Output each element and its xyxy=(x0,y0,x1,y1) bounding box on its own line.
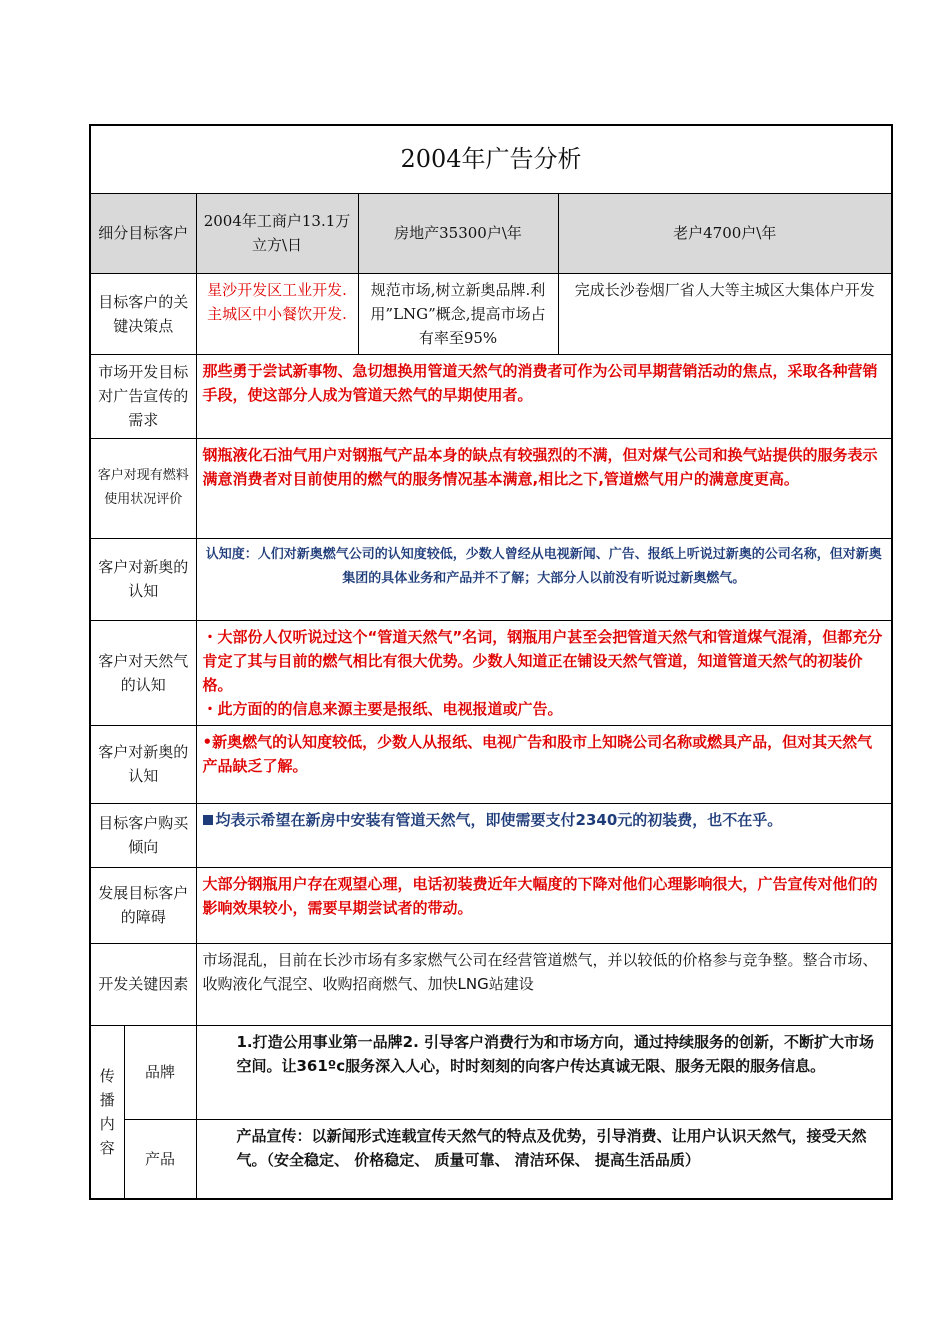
header-segment-realestate: 房地产35300户\年 xyxy=(358,193,558,273)
header-segment-existing: 老户4700户\年 xyxy=(558,193,892,273)
key-factor-text: 市场混乱，目前在长沙市场有多家燃气公司在经营管道燃气，并以较低的价格参与竞争整。整合市场、收购液化气混空、收购招商燃气、加快LNG站建设 xyxy=(196,943,892,1025)
product-text: 产品宣传：以新闻形式连载宣传天然气的特点及优势，引导消费、让用户认识天然气，接受天然气。（安全稳定、 价格稳定、 质量可靠、 清洁环保、 提高生活品质） xyxy=(196,1119,892,1199)
ad-analysis-table xyxy=(89,124,893,1200)
gas-aware-label: 客户对天然气的认知 xyxy=(90,620,196,725)
spread-label-text: 传播内容 xyxy=(99,1066,115,1157)
xinao-aware-label-2: 客户对新奥的认知 xyxy=(90,725,196,803)
document-title: 2004年广告分析 xyxy=(90,125,892,193)
header-segment-commercial: 2004年工商户13.1万立方\日 xyxy=(196,193,358,273)
decision-realestate: 规范市场,树立新奥品牌.利用”LNG”概念,提高市场占有率至95% xyxy=(358,273,558,354)
spread-label xyxy=(90,1025,124,1199)
square-bullet-icon xyxy=(203,815,213,825)
purchase-text: 均表示希望在新房中安装有管道天然气，即使需要支付2340元的初装费，也不在乎。 xyxy=(215,810,783,829)
market-need-label: 市场开发目标对广告宣传的需求 xyxy=(90,354,196,438)
brand-text: 1.打造公用事业第一品牌2. 引导客户消费行为和市场方向，通过持续服务的创新，不断扩大市场空间。让361ºc服务深入人心，时时刻刻的向客户传达真诚无限、服务无限的服务信息。 xyxy=(196,1025,892,1119)
product-label: 产品 xyxy=(124,1119,196,1199)
fuel-eval-text: 钢瓶液化石油气用户对钢瓶气产品本身的缺点有较强烈的不满，但对煤气公司和换气站提供的服务表示满意消费者对目前使用的燃气的服务情况基本满意,相比之下,管道燃气用户的满意度更高。 xyxy=(196,438,892,538)
header-label: 细分目标客户 xyxy=(90,193,196,273)
decision-existing: 完成长沙卷烟厂省人大等主城区大集体户开发 xyxy=(558,273,892,354)
xinao-aware-text-2: •新奥燃气的认知度较低，少数人从报纸、电视广告和股市上知晓公司名称或燃具产品，但对其天然气产品缺乏了解。 xyxy=(196,725,892,803)
xinao-aware-label-1: 客户对新奥的认知 xyxy=(90,538,196,620)
decision-label: 目标客户的关键决策点 xyxy=(90,273,196,354)
ad-analysis-document xyxy=(89,124,891,1200)
gas-aware-cell xyxy=(196,620,892,725)
obstacle-label: 发展目标客户的障碍 xyxy=(90,867,196,943)
gas-aware-line-1: ・大部份人仅听说过这个“管道天然气”名词，钢瓶用户甚至会把管道天然气和管道煤气混淆，但都充分肯定了其与目前的燃气相比有很大优势。少数人知道正在铺设天然气管道，知道管道天然气的初装价格。 xyxy=(202,627,883,694)
purchase-label: 目标客户购买倾向 xyxy=(90,803,196,867)
purchase-cell xyxy=(196,803,892,867)
decision-commercial: 星沙开发区工业开发.主城区中小餐饮开发. xyxy=(196,273,358,354)
fuel-eval-label: 客户对现有燃料使用状况评价 xyxy=(90,438,196,538)
market-need-text: 那些勇于尝试新事物、急切想换用管道天然气的消费者可作为公司早期营销活动的焦点，采取各种营销手段，使这部分人成为管道天然气的早期使用者。 xyxy=(196,354,892,438)
key-factor-label: 开发关键因素 xyxy=(90,943,196,1025)
obstacle-text: 大部分钢瓶用户存在观望心理，电话初装费近年大幅度的下降对他们心理影响很大，广告宣传对他们的影响效果较小，需要早期尝试者的带动。 xyxy=(196,867,892,943)
xinao-aware-text-1: 认知度：人们对新奥燃气公司的认知度较低，少数人曾经从电视新闻、广告、报纸上听说过新奥的公司名称，但对新奥集团的具体业务和产品并不了解；大部分人以前没有听说过新奥燃气。 xyxy=(196,538,892,620)
gas-aware-line-2: ・此方面的的信息来源主要是报纸、电视报道或广告。 xyxy=(202,699,563,718)
brand-label: 品牌 xyxy=(124,1025,196,1119)
